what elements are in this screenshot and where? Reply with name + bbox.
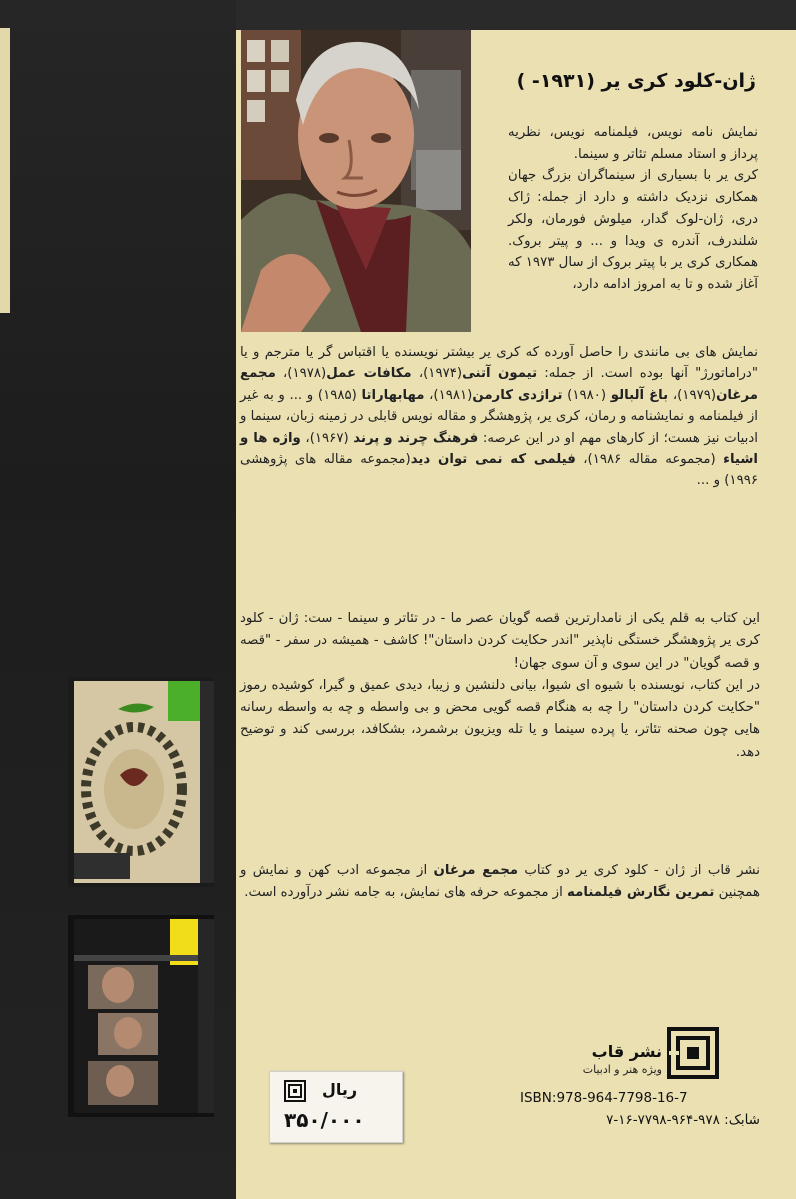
work-title: فیلمی که نمی توان دید	[410, 452, 576, 468]
work-year: (مجموعه مقاله ۱۹۸۶)،	[575, 452, 724, 468]
work-title: مهابهاراتا	[361, 387, 425, 403]
author-photo	[241, 30, 471, 332]
work-title: فرهنگ چرند و پرند	[353, 430, 479, 446]
work-title: مکافات عمل	[326, 366, 412, 382]
cover-flap-edge	[0, 28, 10, 313]
work-year: (۱۹۸۰)	[562, 387, 611, 403]
work-year: (۱۹۶۷)،	[300, 430, 354, 446]
work-year: (۱۹۷۴)،	[411, 366, 463, 382]
work-year: (۱۹۷۸)،	[275, 366, 327, 382]
author-title: ژان-کلود کری یر (۱۹۳۱- )	[516, 70, 756, 92]
book-cover-thumbnail-1	[68, 677, 214, 887]
bio-text: نمایش های بی مانندی را حاصل آورده که کری یر بیشتر نویسنده یا اقتباس گر یا مترجم و یا "دراماتورژ" آنها بوده است. از جمله:	[240, 345, 758, 382]
price-currency: ریال	[322, 1080, 358, 1099]
work-year: (۱۹۷۹)،	[668, 387, 717, 403]
bio-paragraph: کری یر با بسیاری از سینماگران بزرگ جهان همکاری نزدیک داشته و دارد از جمله: ژاک دری، ژان-لوک گدار، میلوش فورمان، ولکر شلندرف، آندره ی ویدا و ... و پیتر بروک. همکاری کری یر با پیتر بروک از سال ۱۹۷۳ که آغاز شده و تا به امروز ادامه دارد،	[508, 168, 759, 292]
work-title: باغ آلبالو	[610, 387, 669, 403]
isbn: ISBN:978-964-7798-16-7	[520, 1090, 688, 1106]
publisher-subtitle: ویژه هنر و ادبیات	[582, 1063, 662, 1076]
work-title: تیمون آتنی	[462, 366, 538, 382]
author-bio-top	[508, 122, 758, 296]
work-year: (۱۹۸۵) و ... و به غیر از فیلمنامه و نمایشنامه و رمان، کری یر، پژوهشگر و مقاله نویس قابلی در زمینه زبان، سینما و ادبیات نیز هست؛ از کارهای مهم او در این عرصه:	[240, 387, 758, 446]
publisher-logo-icon	[284, 1080, 306, 1102]
blurb-paragraph: این کتاب به قلم یکی از نامدارترین قصه گویان عصر ما - در تئاتر و سینما - ست: ژان - کلود کری یر پژوهشگر خستگی ناپذیر "اندر حکایت کردن داستان"! کاشف - همیشه در سفر - "قصه و قصه گویان" در این سوی و آن سوی جهان!	[240, 611, 760, 671]
work-title: مجمع مرغان	[240, 366, 759, 403]
author-bio-works	[240, 342, 758, 492]
shabak: شابک: ۹۷۸-۹۶۴-۷۷۹۸-۱۶-۷	[606, 1112, 760, 1128]
publisher-note-text	[240, 860, 760, 905]
note-text: از مجموعه حرفه های نمایش، به جامه نشر درآورده است.	[244, 885, 568, 901]
price-value: ۳۵۰/۰۰۰	[284, 1108, 365, 1132]
book-blurb	[240, 608, 760, 764]
book-title: تمرین نگارش فیلمنامه	[567, 885, 715, 901]
book-title: مجمع مرغان	[433, 863, 519, 878]
note-text: نشر قاب از ژان - کلود کری یر دو کتاب	[518, 863, 760, 878]
publisher-name: نشر قاب	[591, 1042, 662, 1061]
note-text: از مجموعه ادب کهن و نمایش و همچنین	[240, 863, 760, 901]
publisher-logo-icon	[667, 1027, 719, 1079]
work-title: تراژدی کارمن	[472, 387, 563, 403]
blurb-paragraph: در این کتاب، نویسنده با شیوه ای شیوا، بیانی دلنشین و زیبا، دیدی عمیق و گیرا، کوشیده رموز "حکایت کردن داستان" را چه به هنگام قصه گویی محض و بی واسطه و چه به واسطه رسانه هایی چون صحنه تئاتر، یا پرده سینما و یا تله ویزیون برشمرد، بشکافد، بررسی کند و توضیح دهد.	[240, 677, 760, 760]
bio-paragraph: نمایش نامه نویس، فیلمنامه نویس، نظریه پرداز و استاد مسلم تئاتر و سینما.	[508, 125, 758, 162]
work-year: (مجموعه مقاله های پژوهشی ۱۹۹۶) و ...	[240, 452, 758, 489]
work-year: (۱۹۸۱)،	[424, 387, 473, 403]
price-sticker	[269, 1071, 403, 1143]
book-cover-thumbnail-2	[68, 915, 214, 1117]
publisher-note	[240, 860, 760, 905]
work-title: واژه ها و اشیاء	[240, 430, 758, 468]
